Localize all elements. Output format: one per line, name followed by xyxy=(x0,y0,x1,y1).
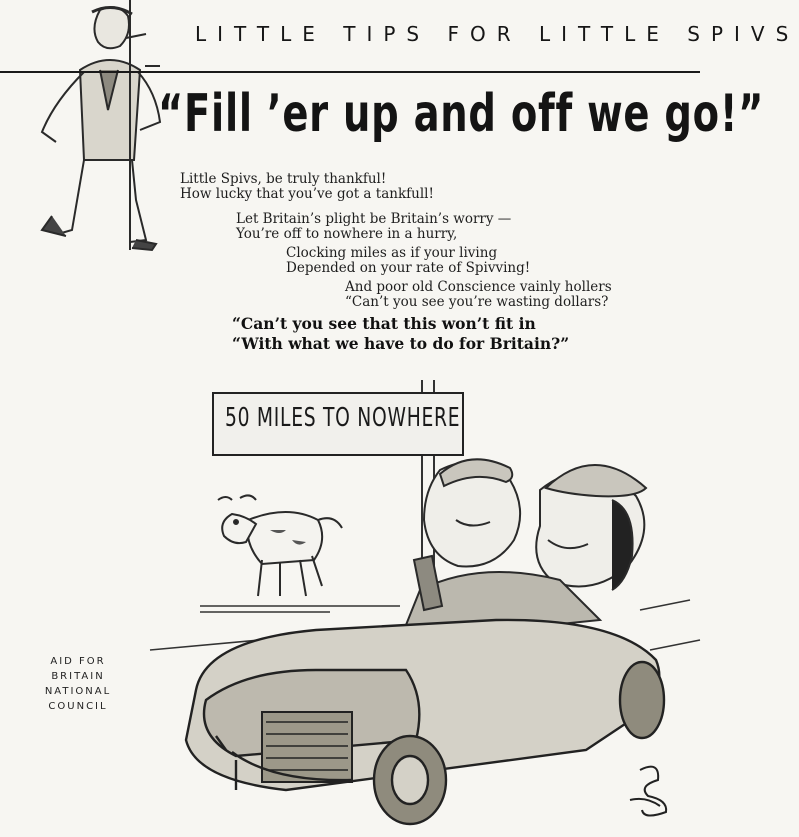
headline: “Fill ’er up and off we go!” xyxy=(158,84,765,144)
verse-line-4: You’re off to nowhere in a hurry, xyxy=(236,226,458,242)
cow-illustration xyxy=(218,495,342,596)
artist-signature xyxy=(630,767,666,816)
verse-line-8: “Can’t you see you’re wasting dollars? xyxy=(345,294,609,310)
verse-line-7: And poor old Conscience vainly hollers xyxy=(345,279,612,295)
passengers-illustration xyxy=(400,459,646,640)
series-title: LITTLE TIPS FOR LITTLE SPIVS xyxy=(195,22,799,46)
org-line: AID FOR xyxy=(50,656,106,667)
org-line: NATIONAL xyxy=(44,686,112,697)
org-line: COUNCIL xyxy=(48,701,108,712)
org-line: BRITAIN xyxy=(51,671,105,682)
verse-line-5: Clocking miles as if your living xyxy=(286,245,498,261)
car-illustration xyxy=(186,620,664,824)
verse-line-2: How lucky that you’ve got a tankfull! xyxy=(180,186,434,202)
bold-verse-line-2: “With what we have to do for Britain?” xyxy=(232,334,570,353)
verse-line-3: Let Britain’s plight be Britain’s worry — xyxy=(236,211,512,227)
verse-line-6: Depended on your rate of Spivving! xyxy=(286,260,531,276)
signpost-text: 50 MILES TO NOWHERE xyxy=(225,403,461,433)
spiv-figure-illustration xyxy=(42,0,160,250)
organization-credit xyxy=(38,654,118,714)
bold-verse-line-1: “Can’t you see that this won’t fit in xyxy=(232,314,536,333)
header-rule xyxy=(0,71,700,73)
verse-line-1: Little Spivs, be truly thankful! xyxy=(180,171,387,187)
